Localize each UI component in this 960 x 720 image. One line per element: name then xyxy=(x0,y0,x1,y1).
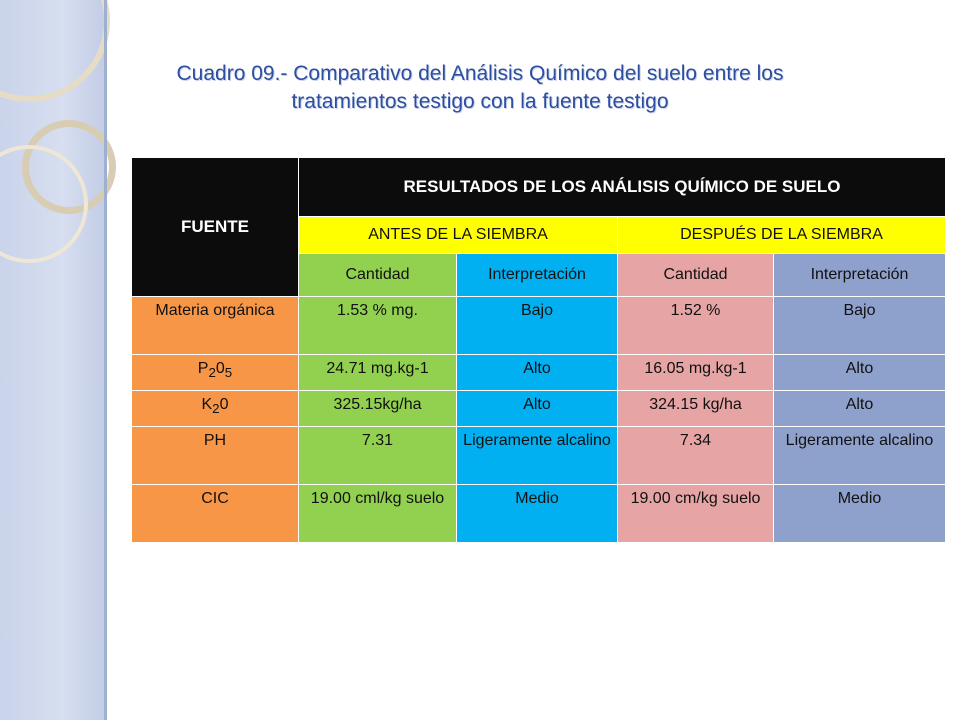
row-antes-cantidad: 1.53 % mg. xyxy=(299,297,457,355)
row-fuente: PH xyxy=(132,427,299,485)
row-antes-interp: Medio xyxy=(457,485,618,543)
formula-element: 0 xyxy=(215,360,225,377)
decorative-ring xyxy=(0,0,110,102)
row-antes-cantidad: 24.71 mg.kg-1 xyxy=(299,355,457,391)
table-row xyxy=(132,485,946,543)
antes-cantidad-header: Cantidad xyxy=(299,254,457,297)
row-antes-interp: Alto xyxy=(457,355,618,391)
table-row xyxy=(132,297,946,355)
formula-subscript: 2 xyxy=(208,365,216,381)
title-line-1: Cuadro 09.- Comparativo del Análisis Químico del suelo entre los xyxy=(176,62,784,85)
row-antes-interp: Alto xyxy=(457,391,618,427)
despues-header: DESPUÉS DE LA SIEMBRA xyxy=(618,217,946,254)
row-antes-interp: Ligeramente alcalino xyxy=(457,427,618,485)
formula-subscript: 2 xyxy=(212,401,220,417)
row-despues-cantidad: 19.00 cm/kg suelo xyxy=(618,485,774,543)
formula-subscript: 5 xyxy=(224,365,233,381)
results-header: RESULTADOS DE LOS ANÁLISIS QUÍMICO DE SUELO xyxy=(299,158,946,217)
row-despues-interp: Medio xyxy=(774,485,946,543)
fuente-header: FUENTE xyxy=(132,158,299,297)
formula-element: 0 xyxy=(219,396,229,413)
despues-cantidad-header: Cantidad xyxy=(618,254,774,297)
formula-element: P xyxy=(197,360,209,377)
table-row xyxy=(132,427,946,485)
row-despues-cantidad: 7.34 xyxy=(618,427,774,485)
row-antes-cantidad: 325.15kg/ha xyxy=(299,391,457,427)
antes-interp-header: Interpretación xyxy=(457,254,618,297)
despues-interp-header: Interpretación xyxy=(774,254,946,297)
row-despues-interp: Ligeramente alcalino xyxy=(774,427,946,485)
row-fuente: Materia orgánica xyxy=(132,297,299,355)
row-antes-cantidad: 19.00 cml/kg suelo xyxy=(299,485,457,543)
row-fuente xyxy=(132,355,299,391)
row-fuente: CIC xyxy=(132,485,299,543)
antes-header: ANTES DE LA SIEMBRA xyxy=(299,217,618,254)
formula-element: K xyxy=(201,396,213,413)
soil-analysis-table xyxy=(131,157,946,543)
row-despues-interp: Bajo xyxy=(774,297,946,355)
row-despues-cantidad: 16.05 mg.kg-1 xyxy=(618,355,774,391)
row-antes-interp: Bajo xyxy=(457,297,618,355)
row-antes-cantidad: 7.31 xyxy=(299,427,457,485)
slide-title xyxy=(130,60,830,116)
row-despues-interp: Alto xyxy=(774,355,946,391)
table-row xyxy=(132,355,946,391)
row-despues-cantidad: 1.52 % xyxy=(618,297,774,355)
row-despues-interp: Alto xyxy=(774,391,946,427)
sidebar-divider xyxy=(104,0,107,720)
decorative-sidebar xyxy=(0,0,104,720)
row-despues-cantidad: 324.15 kg/ha xyxy=(618,391,774,427)
title-line-2: tratamientos testigo con la fuente testigo xyxy=(291,90,669,113)
row-fuente xyxy=(132,391,299,427)
table-row xyxy=(132,391,946,427)
